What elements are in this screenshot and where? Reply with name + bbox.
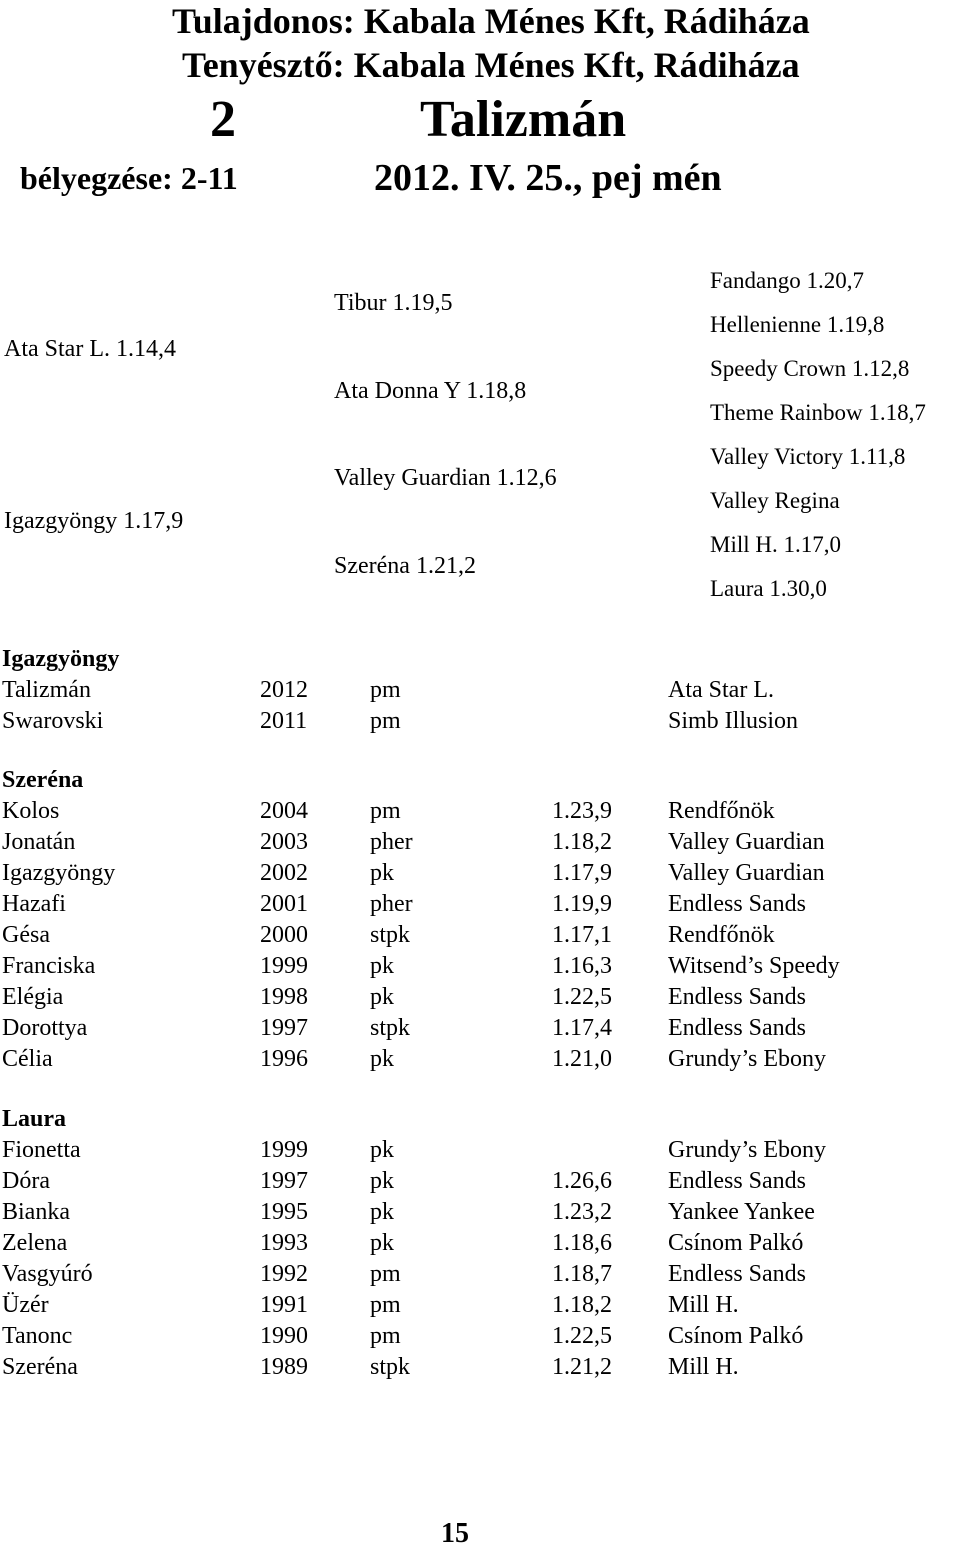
table-row <box>0 1197 960 1228</box>
offspring-name: Dóra <box>2 1168 50 1194</box>
offspring-sire: Yankee Yankee <box>668 1199 815 1225</box>
offspring-sire: Ata Star L. <box>668 677 774 703</box>
offspring-year: 2001 <box>260 891 308 917</box>
offspring-record: 1.21,0 <box>552 1046 612 1072</box>
offspring-record: 1.22,5 <box>552 1323 612 1349</box>
offspring-name: Tanonc <box>2 1323 73 1349</box>
offspring-year: 2003 <box>260 829 308 855</box>
offspring-sire: Csínom Palkó <box>668 1323 804 1349</box>
offspring-name: Swarovski <box>2 708 104 734</box>
birth-line: 2012. IV. 25., pej mén <box>374 157 722 199</box>
owner-line: Tulajdonos: Kabala Ménes Kft, Rádiháza <box>172 1 810 41</box>
ancestor-7: Mill H. 1.17,0 <box>710 532 841 557</box>
offspring-sex: pk <box>370 1168 394 1194</box>
offspring-year: 1992 <box>260 1261 308 1287</box>
table-row <box>0 951 960 982</box>
offspring-sex: stpk <box>370 1015 411 1041</box>
offspring-year: 2004 <box>260 798 308 824</box>
ancestor-1: Fandango 1.20,7 <box>710 268 864 293</box>
offspring-year: 2000 <box>260 922 308 948</box>
offspring-name: Bianka <box>2 1199 70 1225</box>
sire-sire: Tibur 1.19,5 <box>334 290 453 316</box>
offspring-sire: Mill H. <box>668 1292 739 1318</box>
dam: Igazgyöngy 1.17,9 <box>4 508 184 534</box>
offspring-sex: pk <box>370 984 394 1010</box>
offspring-section-laura <box>0 1104 960 1383</box>
offspring-name: Igazgyöngy <box>2 860 116 886</box>
offspring-year: 1995 <box>260 1199 308 1225</box>
table-row <box>0 796 960 827</box>
offspring-sex: pm <box>370 708 401 734</box>
offspring-sex: pm <box>370 677 401 703</box>
offspring-record: 1.23,9 <box>552 798 612 824</box>
offspring-sex: pk <box>370 953 394 979</box>
section-title: Laura <box>2 1106 67 1132</box>
offspring-year: 1993 <box>260 1230 308 1256</box>
offspring-name: Jonatán <box>2 829 76 855</box>
offspring-sire: Witsend’s Speedy <box>668 953 840 979</box>
offspring-sire: Endless Sands <box>668 1015 806 1041</box>
offspring-record: 1.22,5 <box>552 984 612 1010</box>
offspring-year: 2002 <box>260 860 308 886</box>
offspring-name: Vasgyúró <box>2 1261 93 1287</box>
table-row <box>0 1352 960 1383</box>
table-row <box>0 706 960 737</box>
offspring-sire: Valley Guardian <box>668 829 825 855</box>
table-row <box>0 1166 960 1197</box>
section-title: Igazgyöngy <box>2 646 120 672</box>
table-row <box>0 1228 960 1259</box>
stamp-line: bélyegzése: 2-11 <box>20 160 238 196</box>
ancestor-5: Valley Victory 1.11,8 <box>710 444 906 469</box>
offspring-name: Franciska <box>2 953 96 979</box>
offspring-year: 1989 <box>260 1354 308 1380</box>
offspring-year: 1999 <box>260 953 308 979</box>
ancestor-3: Speedy Crown 1.12,8 <box>710 356 910 381</box>
offspring-year: 1998 <box>260 984 308 1010</box>
offspring-name: Kolos <box>2 798 60 824</box>
offspring-name: Fionetta <box>2 1137 81 1163</box>
offspring-year: 1997 <box>260 1015 308 1041</box>
offspring-year: 2011 <box>260 708 308 734</box>
offspring-sire: Csínom Palkó <box>668 1230 804 1256</box>
offspring-record: 1.18,6 <box>552 1230 612 1256</box>
table-row <box>0 1321 960 1352</box>
offspring-year: 1999 <box>260 1137 308 1163</box>
offspring-record: 1.21,2 <box>552 1354 612 1380</box>
offspring-record: 1.18,2 <box>552 1292 612 1318</box>
offspring-sex: pher <box>370 891 413 917</box>
offspring-sire: Grundy’s Ebony <box>668 1046 826 1072</box>
offspring-section-igazgyongy <box>0 644 960 737</box>
offspring-record: 1.18,7 <box>552 1261 612 1287</box>
offspring-name: Gésa <box>2 922 50 948</box>
offspring-sire: Endless Sands <box>668 891 806 917</box>
page-number: 15 <box>441 1518 469 1549</box>
offspring-record: 1.19,9 <box>552 891 612 917</box>
offspring-sex: pher <box>370 829 413 855</box>
breeder-line: Tenyésztő: Kabala Ménes Kft, Rádiháza <box>182 45 800 85</box>
offspring-name: Célia <box>2 1046 53 1072</box>
offspring-sire: Valley Guardian <box>668 860 825 886</box>
offspring-sire: Endless Sands <box>668 984 806 1010</box>
sire: Ata Star L. 1.14,4 <box>4 336 176 362</box>
offspring-section-szerena <box>0 765 960 1075</box>
offspring-sex: pk <box>370 1199 394 1225</box>
offspring-sex: pk <box>370 1046 394 1072</box>
table-row <box>0 858 960 889</box>
offspring-year: 1997 <box>260 1168 308 1194</box>
horse-number: 2 <box>210 91 236 148</box>
offspring-sire: Rendfőnök <box>668 922 775 948</box>
offspring-name: Talizmán <box>2 677 91 703</box>
offspring-name: Zelena <box>2 1230 68 1256</box>
offspring-record: 1.17,9 <box>552 860 612 886</box>
table-row <box>0 827 960 858</box>
ancestor-6: Valley Regina <box>710 488 840 513</box>
offspring-sex: pm <box>370 1292 401 1318</box>
offspring-sex: stpk <box>370 922 411 948</box>
table-row <box>0 889 960 920</box>
offspring-sire: Simb Illusion <box>668 708 799 734</box>
table-row <box>0 1290 960 1321</box>
offspring-name: Elégia <box>2 984 64 1010</box>
offspring-sex: stpk <box>370 1354 411 1380</box>
offspring-year: 1990 <box>260 1323 308 1349</box>
sire-dam: Ata Donna Y 1.18,8 <box>334 378 527 404</box>
offspring-record: 1.17,4 <box>552 1015 612 1041</box>
offspring-year: 1996 <box>260 1046 308 1072</box>
table-row <box>0 1013 960 1044</box>
offspring-sire: Mill H. <box>668 1354 739 1380</box>
offspring-sex: pm <box>370 1323 401 1349</box>
offspring-sire: Grundy’s Ebony <box>668 1137 826 1163</box>
table-row <box>0 1259 960 1290</box>
offspring-name: Üzér <box>2 1292 49 1318</box>
offspring-name: Dorottya <box>2 1015 88 1041</box>
table-row <box>0 1044 960 1075</box>
offspring-record: 1.23,2 <box>552 1199 612 1225</box>
offspring-year: 1991 <box>260 1292 308 1318</box>
table-row <box>0 675 960 706</box>
offspring-name: Hazafi <box>2 891 66 917</box>
ancestor-4: Theme Rainbow 1.18,7 <box>710 400 926 425</box>
offspring-sire: Endless Sands <box>668 1168 806 1194</box>
offspring-record: 1.26,6 <box>552 1168 612 1194</box>
offspring-sex: pk <box>370 1230 394 1256</box>
offspring-year: 2012 <box>260 677 308 703</box>
offspring-sire: Rendfőnök <box>668 798 775 824</box>
offspring-sex: pk <box>370 1137 394 1163</box>
offspring-sex: pm <box>370 798 401 824</box>
table-row <box>0 982 960 1013</box>
offspring-record: 1.18,2 <box>552 829 612 855</box>
ancestor-2: Hellenienne 1.19,8 <box>710 312 885 337</box>
horse-name: Talizmán <box>420 91 627 148</box>
offspring-sex: pk <box>370 860 394 886</box>
table-row <box>0 1135 960 1166</box>
table-row <box>0 920 960 951</box>
offspring-sire: Endless Sands <box>668 1261 806 1287</box>
dam-dam: Szeréna 1.21,2 <box>334 553 476 579</box>
section-title: Szeréna <box>2 767 84 793</box>
offspring-sex: pm <box>370 1261 401 1287</box>
dam-sire: Valley Guardian 1.12,6 <box>334 465 557 491</box>
offspring-record: 1.17,1 <box>552 922 612 948</box>
ancestor-8: Laura 1.30,0 <box>710 576 827 601</box>
offspring-record: 1.16,3 <box>552 953 612 979</box>
offspring-name: Szeréna <box>2 1354 78 1380</box>
